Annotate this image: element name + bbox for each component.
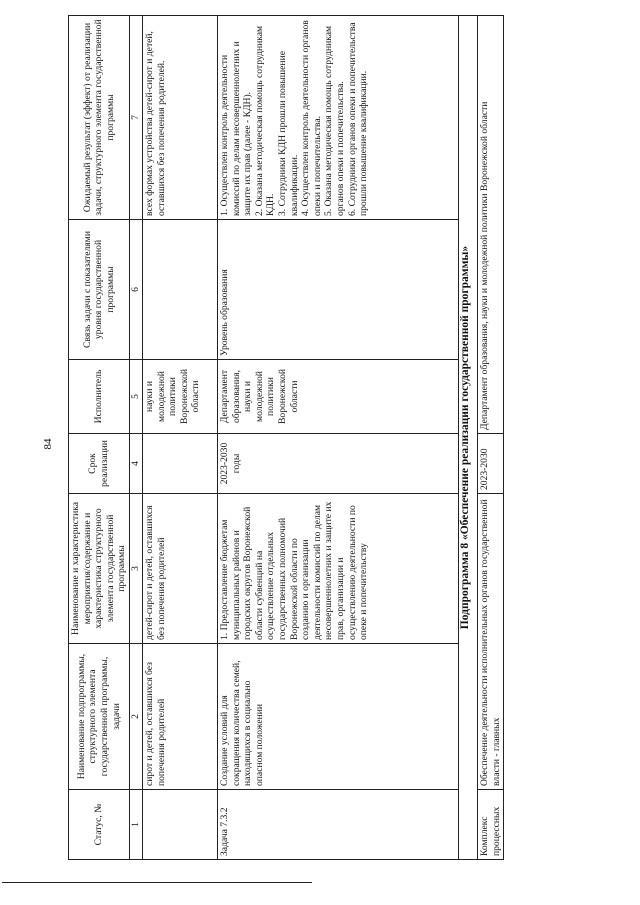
result-item: 1. Осуществлен контроль деятельности комиссий по делам несовершеннолетних и защите их прав (далее - КДН).: [218, 41, 254, 216]
subprogram-row: [458, 16, 477, 860]
footer-rule: [2, 882, 312, 883]
cell-name: сирот и детей, оставшихся без попечения родителей: [142, 644, 217, 790]
cell-term: 2023-2030 годы: [217, 434, 458, 494]
cell-term: 2023-2030: [477, 434, 503, 494]
result-item: 6. Сотрудники органов опеки и попечительства прошли повышение квалификации.: [346, 22, 370, 216]
table-row-complex: [477, 16, 503, 860]
header-status: Статус, №: [69, 790, 130, 860]
subprogram-title: Подпрограмма 8 «Обеспечение реализации государственной программы»: [458, 16, 477, 860]
col-number: 4: [129, 434, 142, 494]
col-number: 3: [129, 494, 142, 644]
cell-indicator-link: Уровень образования: [217, 220, 458, 360]
cell-executor: науки и молодежной политики Воронежской области: [142, 360, 217, 434]
program-table-rotated: [68, 16, 608, 860]
header-expected-result: Ожидаемый результат (эффект) от реализации задачи, структурного элемента государственной программы: [69, 16, 130, 220]
cell-executor: Департамент образования, науки и молодежной политики Воронежской области: [477, 16, 503, 434]
column-number-row: [129, 16, 142, 860]
header-executor: Исполнитель: [69, 360, 130, 434]
program-table: [68, 15, 504, 860]
header-row: [69, 16, 130, 860]
cell-executor: Департамент образования, науки и молодежной политики Воронежской области: [217, 360, 458, 434]
result-item: 2. Оказана методическая помощь сотрудникам КДН.: [253, 25, 277, 216]
page-number: 84: [42, 438, 54, 450]
col-number: 5: [129, 360, 142, 434]
header-name: Наименование подпрограммы, структурного элемента государственной программы, задачи: [69, 644, 130, 790]
cell-status: Задача 7.3.2: [217, 790, 458, 860]
cell-name: Создание условий для сокращения количества семей, находящихся в социально опасном положении: [217, 644, 458, 790]
header-indicator-link: Связь задачи с показателями уровня государственной программы: [69, 220, 130, 360]
header-term: Срок реализации: [69, 434, 130, 494]
cell-status: [142, 790, 217, 860]
result-item: 4. Осуществлен контроль деятельности органов опеки и попечительства.: [300, 20, 323, 216]
cell-expected-result: всех формах устройства детей-сирот и детей, оставшихся без попечения родителей.: [142, 16, 217, 220]
result-item: 5. Оказана методическая помощь сотрудникам органов опеки и попечительства.: [323, 25, 346, 216]
cell-activity: 1. Предоставление бюджетам муниципальных районов и городских округов Воронежской области субвенций на осуществление отдельных государственных полномочий Воронежской области по созданию и организации деятельности комиссий по делам несовершеннолетних и защите их прав, организации и осуществлению деятельности по опеке и попечительству: [217, 494, 458, 644]
cell-term: [142, 434, 217, 494]
col-number: 7: [129, 16, 142, 220]
result-item: 3. Сотрудники КДН прошли повышение квалификации.: [276, 51, 300, 216]
table-row-task: [217, 16, 458, 860]
table-row-continued: [142, 16, 217, 860]
cell-name: Обеспечение деятельности исполнительных органов государственной власти - главных: [477, 494, 503, 790]
col-number: 2: [129, 644, 142, 790]
cell-expected-result: [217, 16, 458, 220]
col-number: 6: [129, 220, 142, 360]
cell-activity: детей-сирот и детей, оставшихся без попечения родителей: [142, 494, 217, 644]
col-number: 1: [129, 790, 142, 860]
cell-status: Комплекс процессных: [477, 790, 503, 860]
cell-indicator-link: [142, 220, 217, 360]
header-activity: Наименование и характеристика мероприятия/содержание и характеристика структурного элемента государственной программы: [69, 494, 130, 644]
